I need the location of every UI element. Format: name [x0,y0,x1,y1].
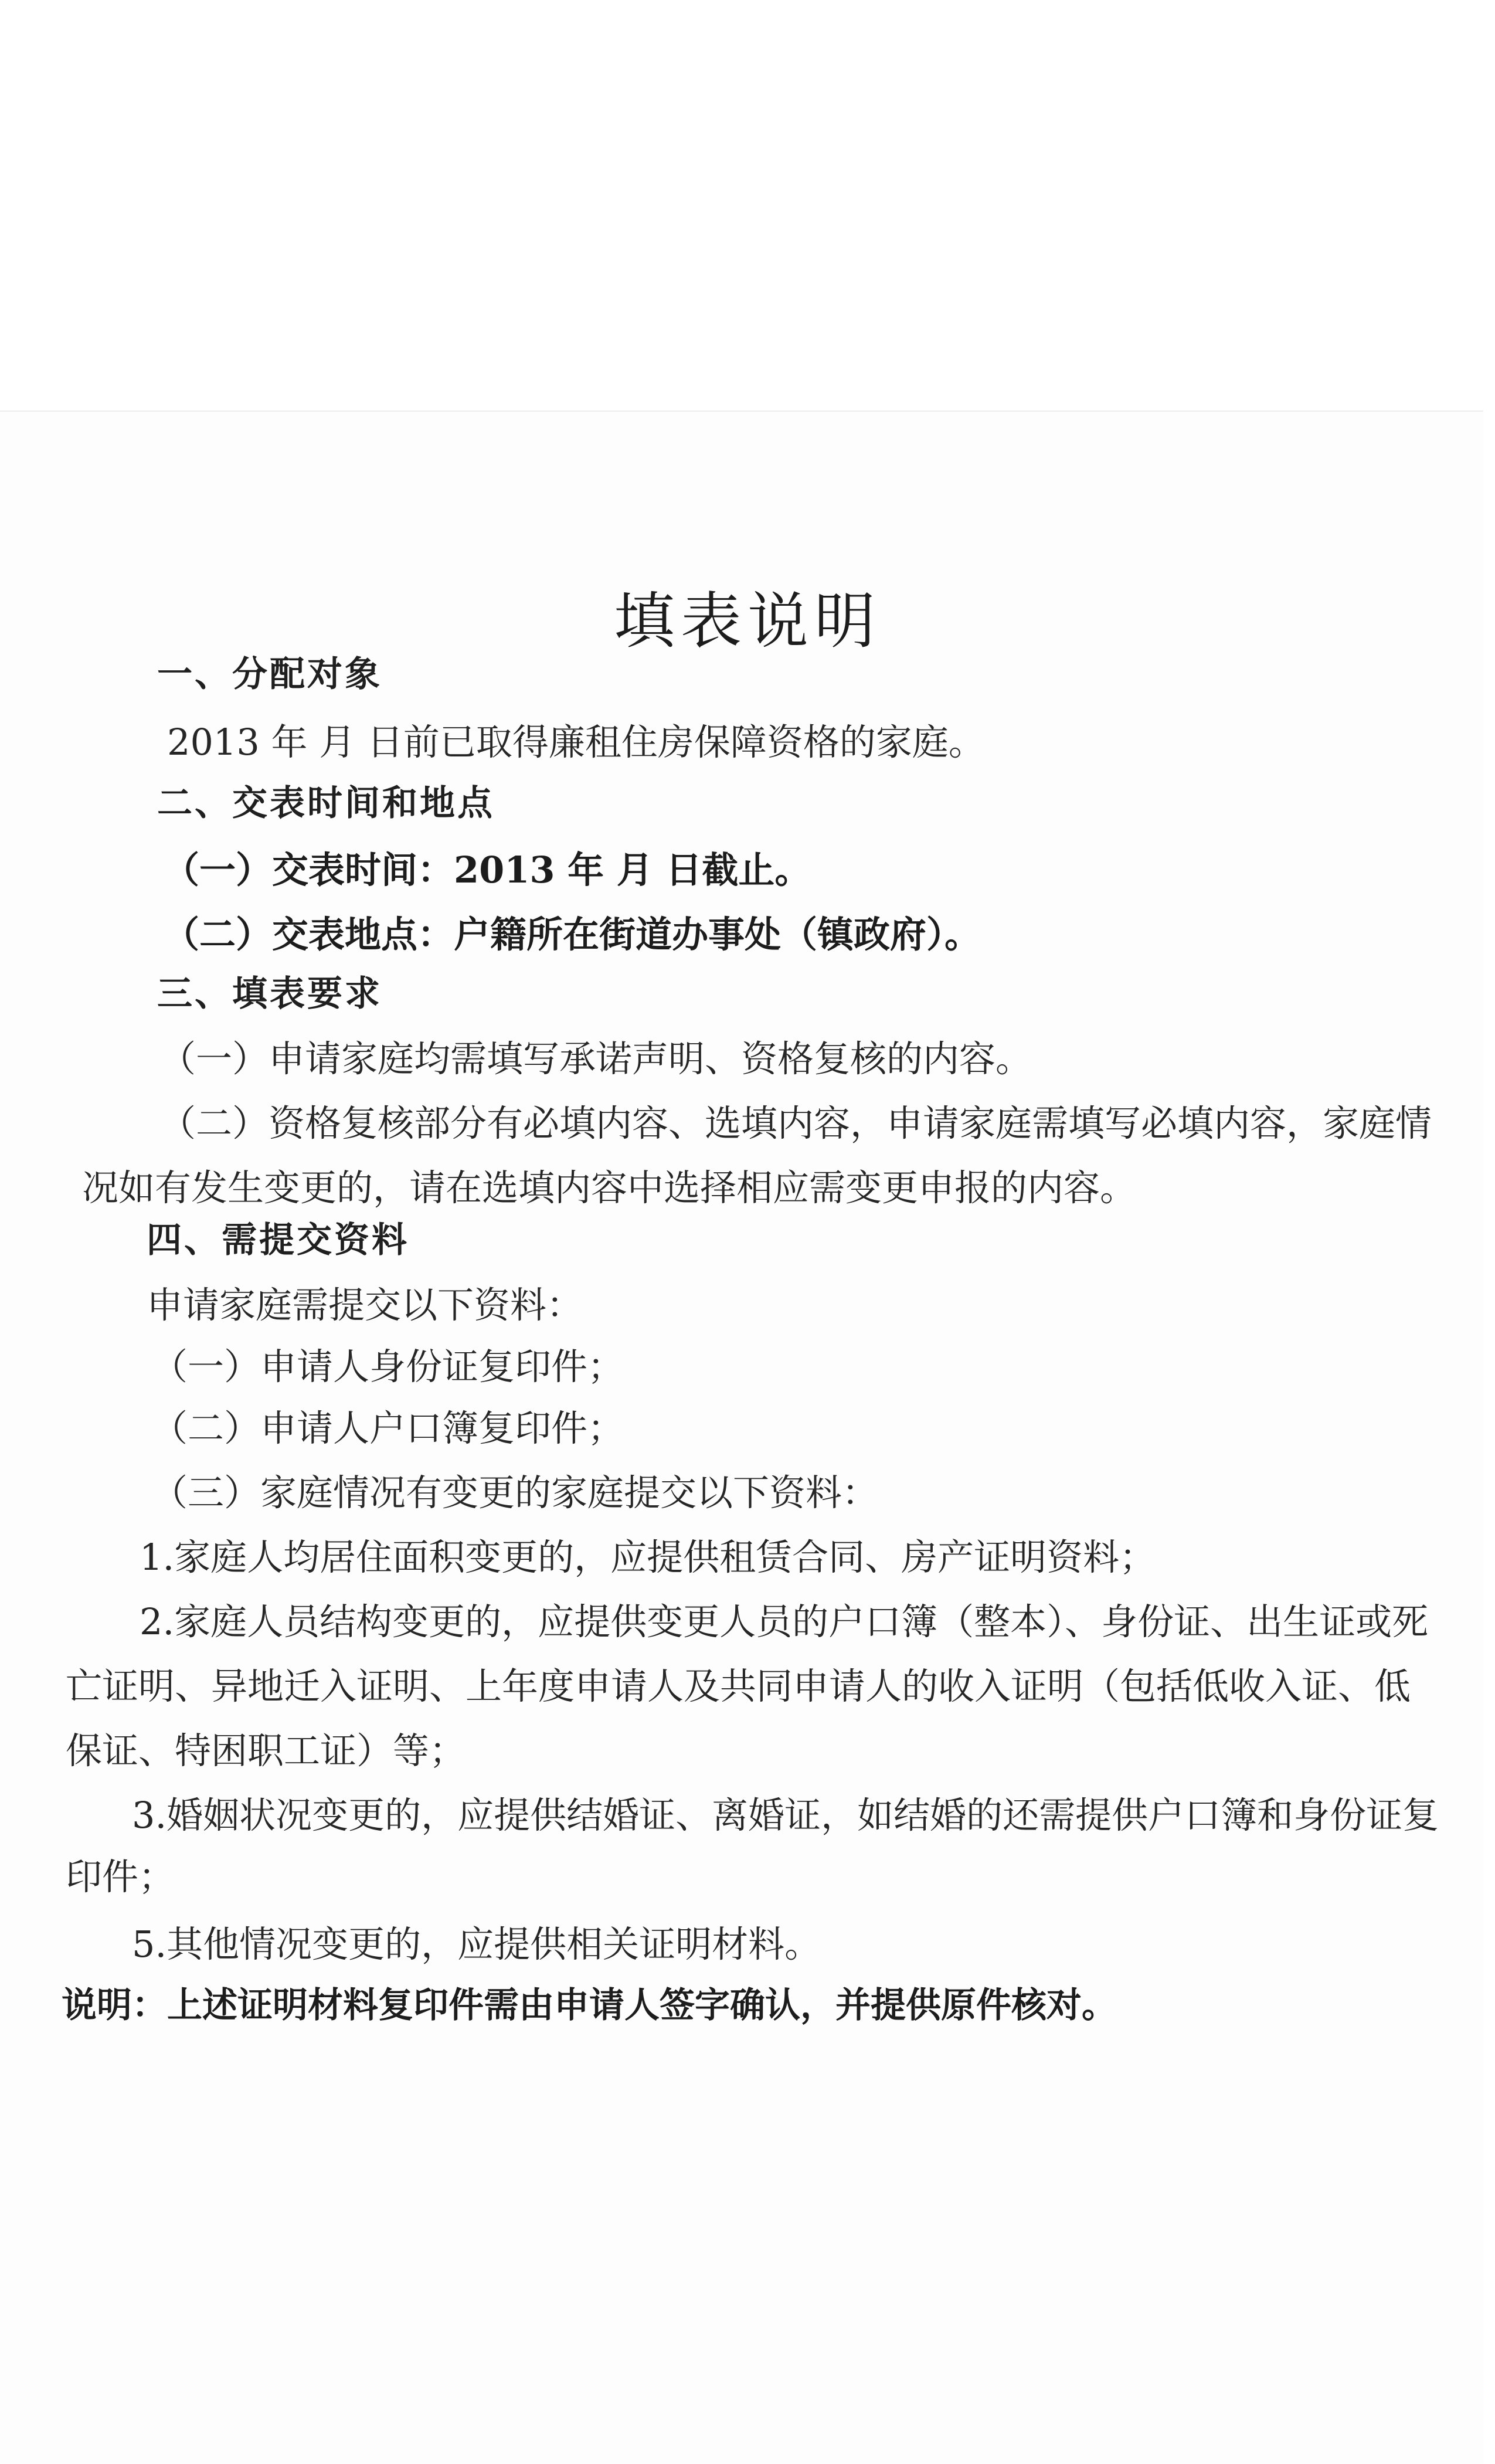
requirement-item-1: （一）申请家庭均需填写承诺声明、资格复核的内容。 [159,1037,1032,1080]
section-heading-submission: 二、交表时间和地点 [157,783,495,824]
materials-intro: 申请家庭需提交以下资料： [147,1284,583,1326]
materials-sub-1: 1.家庭人均居住面积变更的，应提供租赁合同、房产证明资料； [140,1536,1156,1579]
materials-sub-2-line3: 保证、特困职工证）等； [66,1729,466,1772]
materials-item-2: （二）申请人户口簿复印件； [151,1407,624,1450]
page-title: 填表说明 [613,585,881,657]
section-heading-materials: 四、需提交资料 [147,1220,409,1261]
materials-item-3: （三）家庭情况有变更的家庭提交以下资料： [151,1471,879,1514]
submission-time: （一）交表时间：2013 年 月 日截止。 [163,849,811,891]
materials-item-1: （一）申请人身份证复印件； [151,1345,624,1388]
section-heading-requirements: 三、填表要求 [157,973,382,1014]
submission-place: （二）交表地点：户籍所在街道办事处（镇政府）。 [163,913,981,956]
materials-sub-2-line1: 2.家庭人员结构变更的，应提供变更人员的户口簿（整本）、身份证、出生证或死 [140,1600,1429,1643]
requirement-item-2-line1: （二）资格复核部分有必填内容、选填内容，申请家庭需填写必填内容，家庭情 [159,1102,1432,1145]
section-body-allocation: 2013 年 月 日前已取得廉租住房保障资格的家庭。 [167,721,985,763]
materials-sub-3-line2: 印件； [66,1855,175,1898]
section-heading-allocation: 一、分配对象 [157,654,382,695]
closing-note: 说明：上述证明材料复印件需由申请人签字确认，并提供原件核对。 [62,1985,1117,2026]
materials-sub-3-line1: 3.婚姻状况变更的，应提供结婚证、离婚证，如结婚的还需提供户口簿和身份证复 [132,1794,1439,1837]
materials-sub-2-line2: 亡证明、异地迁入证明、上年度申请人及共同申请人的收入证明（包括低收入证、低 [66,1665,1411,1708]
requirement-item-2-line2: 况如有发生变更的，请在选填内容中选择相应需变更申报的内容。 [82,1166,1137,1209]
materials-sub-5: 5.其他情况变更的，应提供相关证明材料。 [132,1923,821,1966]
